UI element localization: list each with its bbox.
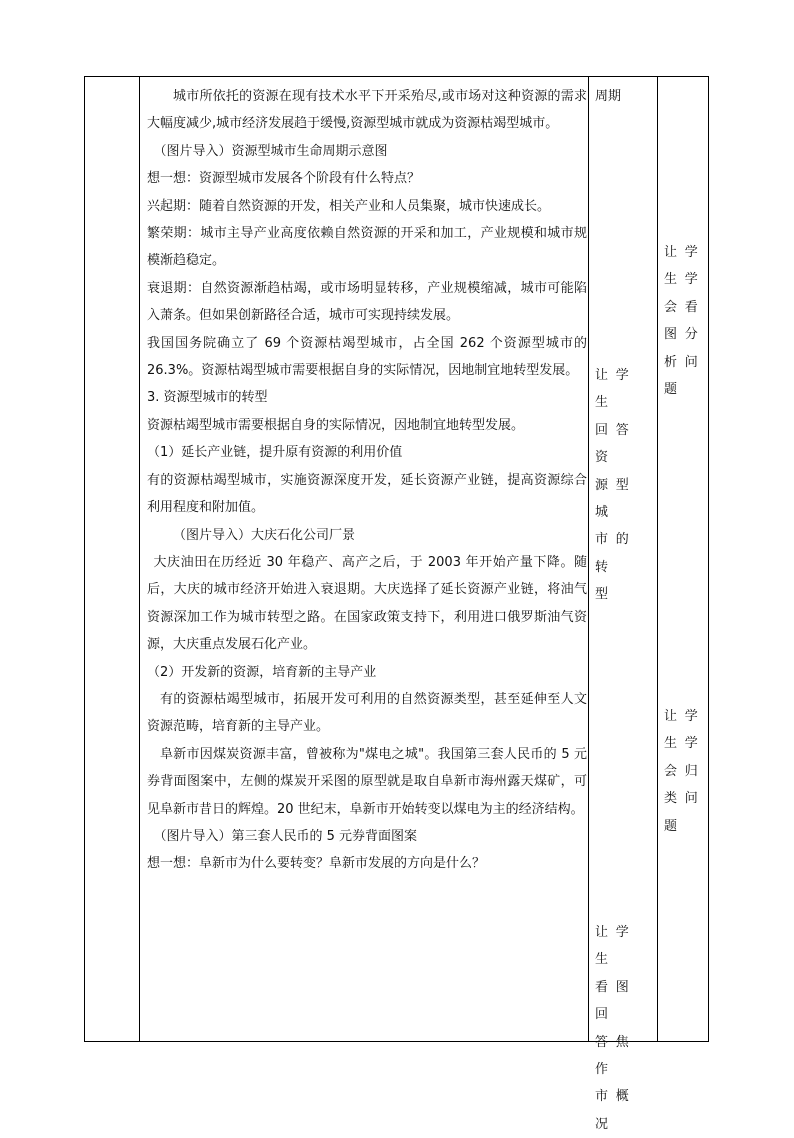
cell-line: 生学 [664,736,706,752]
cell-line: 会归 [664,763,706,779]
student-activity-b [595,362,651,609]
paragraph: 资源枯竭型城市需要根据自身的实际情况，因地制宜地转型发展。 [147,417,525,433]
paragraph: 我国国务院确立了 69 个资源枯竭型城市，占全国 262 个资源型城市的 26.3%。资源枯竭型城市需要根据自身的实际情况，因地制宜地转型发展。 [147,335,587,379]
cell-line: 让学生 [595,368,637,411]
cell-line: 周期 [595,89,622,104]
cell-line: 让学生 [595,925,637,968]
paragraph: 城市所依托的资源在现有技术水平下开采殆尽,或市场对这种资源的需求大幅度减少,城市经济发展趋于缓慢,资源型城市就成为资源枯竭型城市。 [147,89,587,132]
paragraph: 大庆油田在历经近 30 年稳产、高产之后，于 2003 年开始产量下降。随后，大庆的城市经济开始进入衰退期。大庆选择了延长资源产业链，将油气资源深加工作为城市转型之路。在国家政策支持下，利用进口俄罗斯油气资源，大庆重点发展石化产业。 [147,554,587,653]
cell-line: 回答资 [595,422,637,466]
student-activity-c [595,919,651,1138]
question: 想一想：资源型城市发展各个阶段有什么特点？ [147,171,421,187]
cell-line: 源型城 [595,477,637,521]
cell-line: 看图回 [595,979,637,1023]
paragraph: 衰退期：自然资源渐趋枯竭，或市场明显转移，产业规模缩减，城市可能陷入萧条。但如果创新路径合适，城市可实现持续发展。 [147,280,587,324]
lesson-table [84,76,709,1132]
image-note: （图片导入）第三套人民币的 5 元券背面图案 [153,828,418,844]
column-divider-2 [588,77,589,1041]
cell-line: 答焦作 [595,1034,637,1078]
paragraph: 兴起期：随着自然资源的开发，相关产业和人员集聚，城市快速成长。 [147,198,551,214]
paragraph: 阜新市因煤炭资源丰富，曾被称为"煤电之城"。我国第三套人民币的 5 元券背面图案中，左侧的煤炭开采图的原型就是取自阜新市海州露天煤矿，可见阜新市昔日的辉煌。20 世纪末，阜新市开始转变以煤电为主的经济结构。 [147,746,587,817]
image-note: （图片导入）大庆石化公司厂景 [173,527,356,543]
design-intent-a [664,239,706,403]
teaching-content [147,83,587,878]
cell-line: 生学 [664,272,706,288]
cell-line: 型 [595,587,616,603]
student-activity-a [595,83,651,110]
paragraph: 有的资源枯竭型城市，实施资源深度开发，延长资源产业链，提高资源综合利用程度和附加值。 [147,472,587,516]
cell-line: 图分 [664,327,706,343]
subsection-heading: （1）延长产业链，提升原有资源的利用价值 [147,445,403,461]
paragraph: 繁荣期：城市主导产业高度依赖自然资源的开采和加工，产业规模和城市规模渐趋稳定。 [147,226,587,269]
paragraph: 有的资源枯竭型城市，拓展开发可利用的自然资源类型，甚至延伸至人文资源范畴，培育新的主导产业。 [147,691,587,735]
cell-line: 让学 [664,709,706,724]
cell-line: 会看 [664,299,706,315]
subsection-heading: （2）开发新的资源，培育新的主导产业 [147,664,377,680]
section-heading: 3. 资源型城市的转型 [147,390,268,406]
cell-line: 让学 [664,245,706,260]
column-divider-1 [139,77,140,1041]
cell-line: 市概况 [595,1089,637,1132]
cell-line: 析问 [664,354,706,370]
question: 想一想：阜新市为什么要转变？阜新市发展的方向是什么？ [147,856,486,872]
design-intent-b [664,703,706,840]
image-note: （图片导入）资源型城市生命周期示意图 [153,143,388,159]
cell-line: 题 [664,382,685,398]
cell-line: 题 [664,818,685,834]
column-divider-3 [657,77,658,1041]
cell-line: 市的转 [595,532,637,575]
cell-line: 类问 [664,791,706,807]
